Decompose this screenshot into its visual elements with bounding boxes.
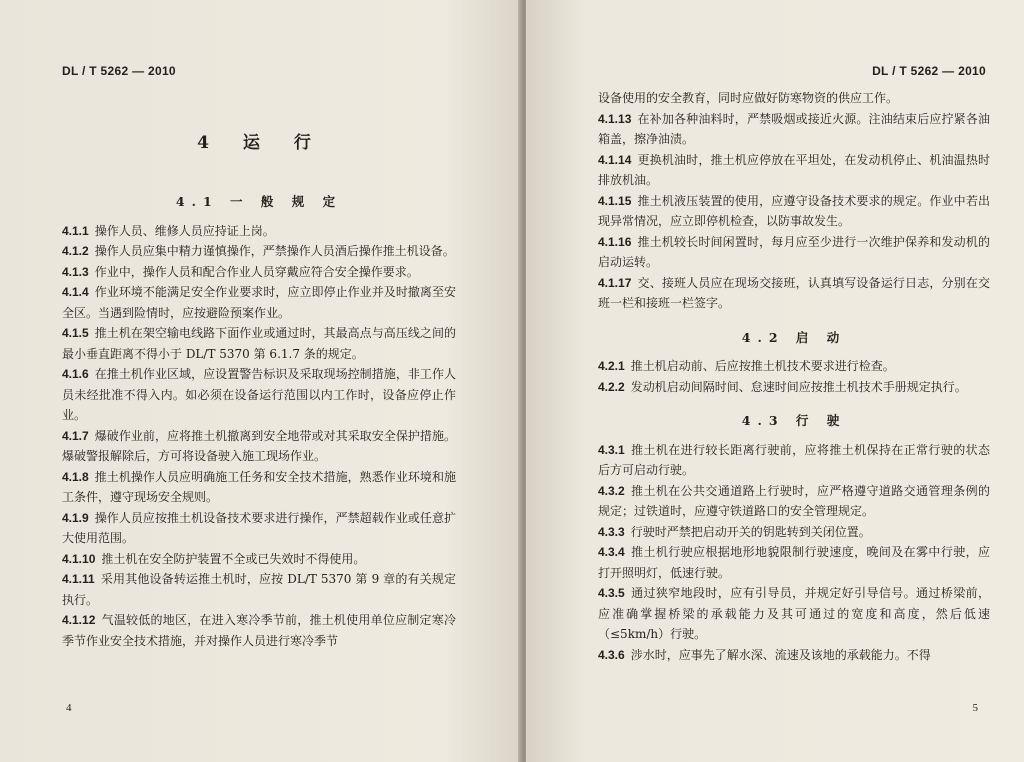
- section-title-4-2: 4.2 启 动: [741, 329, 847, 345]
- clause-4-3-5: [598, 583, 990, 645]
- clause-number: 4.1.16: [598, 234, 632, 249]
- clause-4-1-7: [62, 426, 456, 467]
- clause-text: 发动机启动间隔时间、怠速时间应按推土机技术手册规定执行。: [630, 379, 967, 394]
- clause-4-2-2: [598, 377, 990, 398]
- clause-text: 推土机启动前、后应按推土机技术要求进行检查。: [630, 359, 895, 373]
- clause-text: 行驶时严禁把启动开关的钥匙转到关闭位置。: [630, 524, 871, 539]
- clause-4-1-8: [62, 467, 456, 508]
- clause-4-2-1: [598, 356, 990, 377]
- clause-4-1-4: [62, 282, 456, 323]
- clause-text: 涉水时，应事先了解水深、流速及该地的承载能力。不得: [630, 647, 931, 662]
- clause-text: 操作人员应集中精力谨慎操作，严禁操作人员酒后操作推土机设备。: [94, 244, 455, 258]
- page-number: 5: [972, 702, 978, 714]
- clause-number: 4.1.13: [598, 111, 632, 126]
- clause-number: 4.3.4: [598, 545, 625, 559]
- clause-4-1-15: [598, 191, 990, 232]
- chapter-title: 4 运 行: [197, 133, 325, 153]
- clause-number: 4.1.4: [62, 285, 89, 299]
- section-title-4-3: 4.3 行 驶: [741, 413, 847, 428]
- continuation-text: 设备使用的安全教育，同时应做好防寒物资的供应工作。: [598, 91, 899, 105]
- clause-4-3-4: [598, 542, 990, 583]
- clause-4-1-13: [598, 109, 990, 150]
- clause-number: 4.3.3: [598, 524, 625, 539]
- clause-number: 4.1.5: [62, 326, 89, 340]
- standard-code-header: DL / T 5262 — 2010: [62, 64, 176, 78]
- clause-4-1-10: [62, 549, 456, 570]
- clause-list: [598, 109, 990, 314]
- clause-number: 4.1.12: [62, 613, 96, 627]
- standard-code-header: DL / T 5262 — 2010: [872, 64, 986, 78]
- clause-text: 推土机在进行较长距离行驶前，应将推土机保持在正常行驶的状态后方可启动行驶。: [598, 442, 990, 477]
- clause-4-3-2: [598, 481, 990, 522]
- clause-number: 4.1.15: [598, 193, 632, 208]
- right-page: [526, 0, 1024, 762]
- clause-4-1-17: [598, 273, 990, 314]
- clause-number: 4.2.2: [598, 379, 625, 394]
- clause-4-1-11: [62, 569, 456, 610]
- clause-text: 在补加各种油料时，严禁吸烟或接近火源。注油结束后应拧紧各油箱盖，擦净油渍。: [598, 111, 990, 146]
- clause-number: 4.1.8: [62, 469, 89, 484]
- clause-number: 4.3.1: [598, 442, 625, 457]
- clause-4-1-3: [62, 262, 456, 283]
- clause-number: 4.1.14: [598, 152, 632, 167]
- clause-text: 更换机油时，推土机应停放在平坦处，在发动机停止、机油温热时排放机油。: [598, 152, 990, 187]
- clause-4-1-2: [62, 241, 456, 262]
- clause-text: 推土机在架空输电线路下面作业或通过时，其最高点与高压线之间的最小垂直距离不得小于 DL/T 5370 第 6.1.7 条的规定。: [62, 326, 456, 361]
- clause-number: 4.3.6: [598, 647, 625, 662]
- clause-text: 推土机在公共交通道路上行驶时，应严格遵守道路交通管理条例的规定；过铁道时，应遵守铁道路口的安全管理规定。: [598, 483, 990, 518]
- clause-4-1-1: [62, 221, 456, 242]
- clause-number: 4.1.2: [62, 244, 89, 258]
- clause-4-1-6: [62, 364, 456, 426]
- clause-4-1-14: [598, 150, 990, 191]
- clause-list: [62, 221, 456, 652]
- clause-4-1-12: [62, 610, 456, 651]
- clause-number: 4.3.2: [598, 483, 625, 498]
- left-page-body: [62, 186, 456, 651]
- clause-text: 推土机在安全防护装置不全或已失效时不得使用。: [101, 551, 366, 566]
- clause-text: 推土机操作人员应明确施工任务和安全技术措施，熟悉作业环境和施工条件，遵守现场安全规则。: [62, 469, 456, 504]
- clause-4-1-16: [598, 232, 990, 273]
- clause-text: 推土机行驶应根据地形地貌限制行驶速度，晚间及在雾中行驶，应打开照明灯，低速行驶。: [598, 545, 990, 580]
- clause-4-1-9: [62, 508, 456, 549]
- clause-text: 作业中，操作人员和配合作业人员穿戴应符合安全操作要求。: [94, 264, 419, 279]
- clause-number: 4.1.10: [62, 551, 96, 566]
- clause-text: 交、接班人员应在现场交接班，认真填写设备运行日志，分别在交班一栏和接班一栏签字。: [598, 275, 990, 310]
- clause-number: 4.1.17: [598, 275, 632, 290]
- clause-text: 作业环境不能满足安全作业要求时，应立即停止作业并及时撤离至安全区。当遇到险情时，应按避险预案作业。: [62, 285, 456, 320]
- clause-text: 推土机较长时间闲置时，每月应至少进行一次维护保养和发动机的启动运转。: [598, 234, 990, 269]
- clause-number: 4.1.6: [62, 367, 89, 381]
- clause-text: 操作人员、维修人员应持证上岗。: [94, 223, 275, 238]
- clause-text: 操作人员应按推土机设备技术要求进行操作，严禁超载作业或任意扩大使用范围。: [62, 510, 456, 545]
- clause-number: 4.1.3: [62, 264, 89, 279]
- right-page-body: [598, 88, 990, 665]
- clause-number: 4.1.7: [62, 428, 89, 443]
- clause-4-3-3: [598, 522, 990, 543]
- clause-text: 推土机液压装置的使用，应遵守设备技术要求的规定。作业中若出现异常情况，应立即停机检查，以防事故发生。: [598, 193, 990, 228]
- clause-number: 4.1.11: [62, 572, 95, 586]
- page-number: 4: [66, 702, 72, 714]
- clause-number: 4.3.5: [598, 586, 625, 600]
- section-title-4-1: 4.1 一 般 规 定: [175, 194, 343, 209]
- clause-text: 爆破作业前，应将推土机撤离到安全地带或对其采取安全保护措施。爆破警报解除后，方可将设备驶入施工现场作业。: [62, 428, 456, 463]
- clause-4-1-5: [62, 323, 456, 364]
- clause-text: 通过狭窄地段时，应有引导员，并规定好引导信号。通过桥梁前，应准确掌握桥梁的承载能力及其可通过的宽度和高度，然后低速（≤5km/h）行驶。: [598, 586, 990, 641]
- clause-number: 4.1.9: [62, 510, 89, 525]
- clause-4-3-6: [598, 645, 990, 666]
- clause-text: 在推土机作业区域，应设置警告标识及采取现场控制措施，非工作人员未经批准不得入内。如必须在设备运行范围以内工作时，设备应停止作业。: [62, 367, 456, 422]
- clause-text: 气温较低的地区，在进入寒冷季节前，推土机使用单位应制定寒冷季节作业安全技术措施，并对操作人员进行寒冷季节: [62, 613, 456, 648]
- clause-list: [598, 440, 990, 666]
- clause-list: [598, 356, 990, 397]
- clause-4-3-1: [598, 440, 990, 481]
- clause-number: 4.2.1: [598, 359, 625, 373]
- clause-number: 4.1.1: [62, 223, 89, 238]
- clause-text: 采用其他设备转运推土机时，应按 DL/T 5370 第 9 章的有关规定执行。: [62, 572, 456, 607]
